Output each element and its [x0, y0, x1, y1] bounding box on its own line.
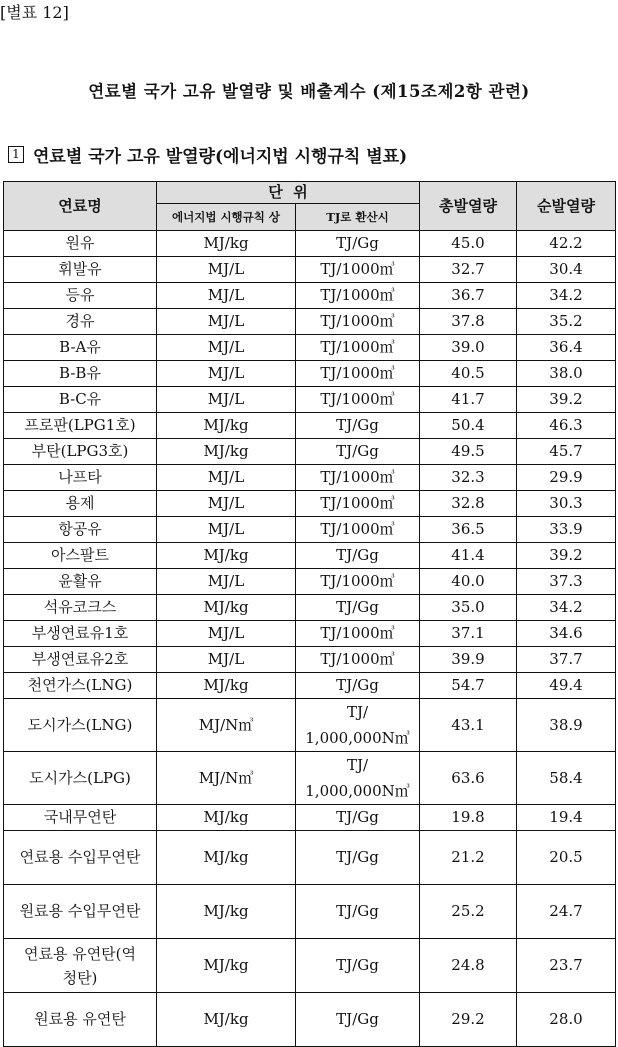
gross-value: 25.2 [420, 885, 517, 939]
table-row [4, 543, 616, 569]
fuel-name: 국내무연탄 [4, 805, 157, 831]
gross-value: 54.7 [420, 673, 517, 699]
table-row [4, 569, 616, 595]
unit-tj: TJ/Gg [296, 439, 420, 465]
unit-tj: TJ/1000㎥ [296, 491, 420, 517]
gross-value: 32.8 [420, 491, 517, 517]
gross-value: 41.4 [420, 543, 517, 569]
gross-value: 39.0 [420, 335, 517, 361]
document-title: 연료별 국가 고유 발열량 및 배출계수 (제15조제2항 관련) [88, 82, 530, 101]
fuel-name: 프로판(LPG1호) [4, 413, 157, 439]
unit-rule: MJ/L [157, 361, 296, 387]
fuel-name: 원료용 수입무연탄 [4, 885, 157, 939]
section-label: 연료별 국가 고유 발열량(에너지법 시행규칙 별표) [33, 147, 408, 167]
unit-tj: TJ/1000㎥ [296, 569, 420, 595]
net-value: 36.4 [517, 335, 616, 361]
table-row [4, 673, 616, 699]
fuel-name: 원유 [4, 231, 157, 257]
unit-rule: MJ/L [157, 621, 296, 647]
table-row [4, 831, 616, 885]
gross-value: 19.8 [420, 805, 517, 831]
unit-tj: TJ/Gg [296, 543, 420, 569]
table-row [4, 257, 616, 283]
gross-value: 63.6 [420, 752, 517, 805]
table-row [4, 465, 616, 491]
unit-tj: TJ/1000㎥ [296, 361, 420, 387]
gross-value: 21.2 [420, 831, 517, 885]
unit-rule: MJ/kg [157, 805, 296, 831]
fuel-name: 용제 [4, 491, 157, 517]
unit-rule: MJ/kg [157, 831, 296, 885]
unit-tj: TJ/1000㎥ [296, 387, 420, 413]
unit-rule: MJ/kg [157, 885, 296, 939]
unit-tj: TJ/1000㎥ [296, 647, 420, 673]
table-row [4, 517, 616, 543]
net-value: 24.7 [517, 885, 616, 939]
fuel-name: B-B유 [4, 361, 157, 387]
gross-value: 43.1 [420, 699, 517, 752]
table-row [4, 387, 616, 413]
fuel-name: 나프타 [4, 465, 157, 491]
unit-tj [296, 699, 420, 752]
gross-value: 36.5 [420, 517, 517, 543]
heat-value-table [3, 181, 616, 1047]
unit-rule: MJ/kg [157, 231, 296, 257]
gross-value: 32.3 [420, 465, 517, 491]
table-row [4, 993, 616, 1047]
net-value: 37.3 [517, 569, 616, 595]
net-value: 49.4 [517, 673, 616, 699]
unit-tj: TJ/1000㎥ [296, 283, 420, 309]
fuel-name: 등유 [4, 283, 157, 309]
unit-tj: TJ/1000㎥ [296, 257, 420, 283]
gross-value: 32.7 [420, 257, 517, 283]
gross-value: 40.0 [420, 569, 517, 595]
fuel-name: 윤활유 [4, 569, 157, 595]
unit-tj: TJ/Gg [296, 673, 420, 699]
unit-tj: TJ/1000㎥ [296, 517, 420, 543]
fuel-name: 항공유 [4, 517, 157, 543]
gross-value: 41.7 [420, 387, 517, 413]
unit-rule: MJ/L [157, 283, 296, 309]
unit-tj: TJ/Gg [296, 831, 420, 885]
net-value: 45.7 [517, 439, 616, 465]
net-value: 39.2 [517, 387, 616, 413]
table-row [4, 335, 616, 361]
fuel-name: 부생연료유1호 [4, 621, 157, 647]
unit-rule: MJ/L [157, 491, 296, 517]
unit-rule: MJ/kg [157, 939, 296, 993]
table-row [4, 439, 616, 465]
unit-tj: TJ/Gg [296, 939, 420, 993]
unit-rule: MJ/L [157, 465, 296, 491]
unit-tj-line2: 1,000,000N㎥ [305, 782, 410, 800]
unit-tj-line2: 1,000,000N㎥ [305, 729, 410, 747]
unit-tj-line1: TJ/ [346, 703, 369, 721]
section-number-box: 1 [8, 146, 24, 163]
table-row [4, 621, 616, 647]
fuel-name: 도시가스(LNG) [4, 699, 157, 752]
unit-tj: TJ/Gg [296, 595, 420, 621]
fuel-name [4, 939, 157, 993]
net-value: 20.5 [517, 831, 616, 885]
table-row [4, 231, 616, 257]
table-row [4, 595, 616, 621]
table-row [4, 647, 616, 673]
header-net: 순발열량 [517, 182, 616, 231]
unit-rule: MJ/L [157, 569, 296, 595]
net-value: 58.4 [517, 752, 616, 805]
fuel-name: B-C유 [4, 387, 157, 413]
unit-rule: MJ/L [157, 517, 296, 543]
fuel-name: 연료용 수입무연탄 [4, 831, 157, 885]
unit-rule: MJ/L [157, 335, 296, 361]
table-row [4, 491, 616, 517]
net-value: 33.9 [517, 517, 616, 543]
net-value: 46.3 [517, 413, 616, 439]
header-gross: 총발열량 [420, 182, 517, 231]
header-fuel: 연료명 [4, 182, 157, 231]
table-row [4, 361, 616, 387]
unit-rule: MJ/kg [157, 595, 296, 621]
unit-rule: MJ/kg [157, 439, 296, 465]
gross-value: 50.4 [420, 413, 517, 439]
net-value: 34.2 [517, 595, 616, 621]
net-value: 38.0 [517, 361, 616, 387]
gross-value: 37.1 [420, 621, 517, 647]
fuel-name-line2: 청탄) [62, 968, 98, 987]
unit-tj: TJ/1000㎥ [296, 309, 420, 335]
net-value: 30.3 [517, 491, 616, 517]
net-value: 34.2 [517, 283, 616, 309]
unit-tj: TJ/1000㎥ [296, 335, 420, 361]
fuel-name: 휘발유 [4, 257, 157, 283]
unit-rule: MJ/L [157, 257, 296, 283]
net-value: 38.9 [517, 699, 616, 752]
net-value: 39.2 [517, 543, 616, 569]
fuel-name: 원료용 유연탄 [4, 993, 157, 1047]
table-row [4, 805, 616, 831]
table-row [4, 309, 616, 335]
fuel-name: 부생연료유2호 [4, 647, 157, 673]
unit-tj: TJ/Gg [296, 993, 420, 1047]
fuel-name: 경유 [4, 309, 157, 335]
unit-tj: TJ/1000㎥ [296, 465, 420, 491]
net-value: 19.4 [517, 805, 616, 831]
table-row [4, 413, 616, 439]
table-row [4, 752, 616, 805]
net-value: 35.2 [517, 309, 616, 335]
unit-tj [296, 752, 420, 805]
fuel-name: 천연가스(LNG) [4, 673, 157, 699]
fuel-name: 부탄(LPG3호) [4, 439, 157, 465]
table-row [4, 939, 616, 993]
header-unit-rule: 에너지법 시행규칙 상 [157, 204, 296, 231]
gross-value: 49.5 [420, 439, 517, 465]
gross-value: 24.8 [420, 939, 517, 993]
unit-tj-line1: TJ/ [346, 756, 369, 774]
unit-tj: TJ/Gg [296, 885, 420, 939]
gross-value: 29.2 [420, 993, 517, 1047]
gross-value: 37.8 [420, 309, 517, 335]
unit-rule: MJ/kg [157, 413, 296, 439]
net-value: 42.2 [517, 231, 616, 257]
gross-value: 35.0 [420, 595, 517, 621]
unit-rule: MJ/N㎥ [157, 752, 296, 805]
unit-rule: MJ/kg [157, 993, 296, 1047]
fuel-name: B-A유 [4, 335, 157, 361]
unit-tj: TJ/Gg [296, 231, 420, 257]
fuel-name: 석유코크스 [4, 595, 157, 621]
section-heading [8, 142, 407, 167]
unit-rule: MJ/N㎥ [157, 699, 296, 752]
header-unit: 단 위 [157, 182, 420, 204]
net-value: 29.9 [517, 465, 616, 491]
fuel-name: 도시가스(LPG) [4, 752, 157, 805]
net-value: 28.0 [517, 993, 616, 1047]
gross-value: 45.0 [420, 231, 517, 257]
gross-value: 40.5 [420, 361, 517, 387]
unit-tj: TJ/Gg [296, 413, 420, 439]
unit-rule: MJ/kg [157, 673, 296, 699]
fuel-name: 아스팔트 [4, 543, 157, 569]
table-row [4, 283, 616, 309]
unit-rule: MJ/kg [157, 543, 296, 569]
net-value: 37.7 [517, 647, 616, 673]
doc-tag: [별표 12] [0, 3, 69, 22]
fuel-name-line1: 연료용 유연탄(역 [23, 944, 137, 963]
unit-tj: TJ/1000㎥ [296, 621, 420, 647]
unit-rule: MJ/L [157, 309, 296, 335]
header-unit-tj: TJ로 환산시 [296, 204, 420, 231]
table-row [4, 885, 616, 939]
unit-rule: MJ/L [157, 647, 296, 673]
net-value: 23.7 [517, 939, 616, 993]
unit-tj: TJ/Gg [296, 805, 420, 831]
gross-value: 36.7 [420, 283, 517, 309]
unit-rule: MJ/L [157, 387, 296, 413]
net-value: 30.4 [517, 257, 616, 283]
gross-value: 39.9 [420, 647, 517, 673]
net-value: 34.6 [517, 621, 616, 647]
table-row [4, 699, 616, 752]
